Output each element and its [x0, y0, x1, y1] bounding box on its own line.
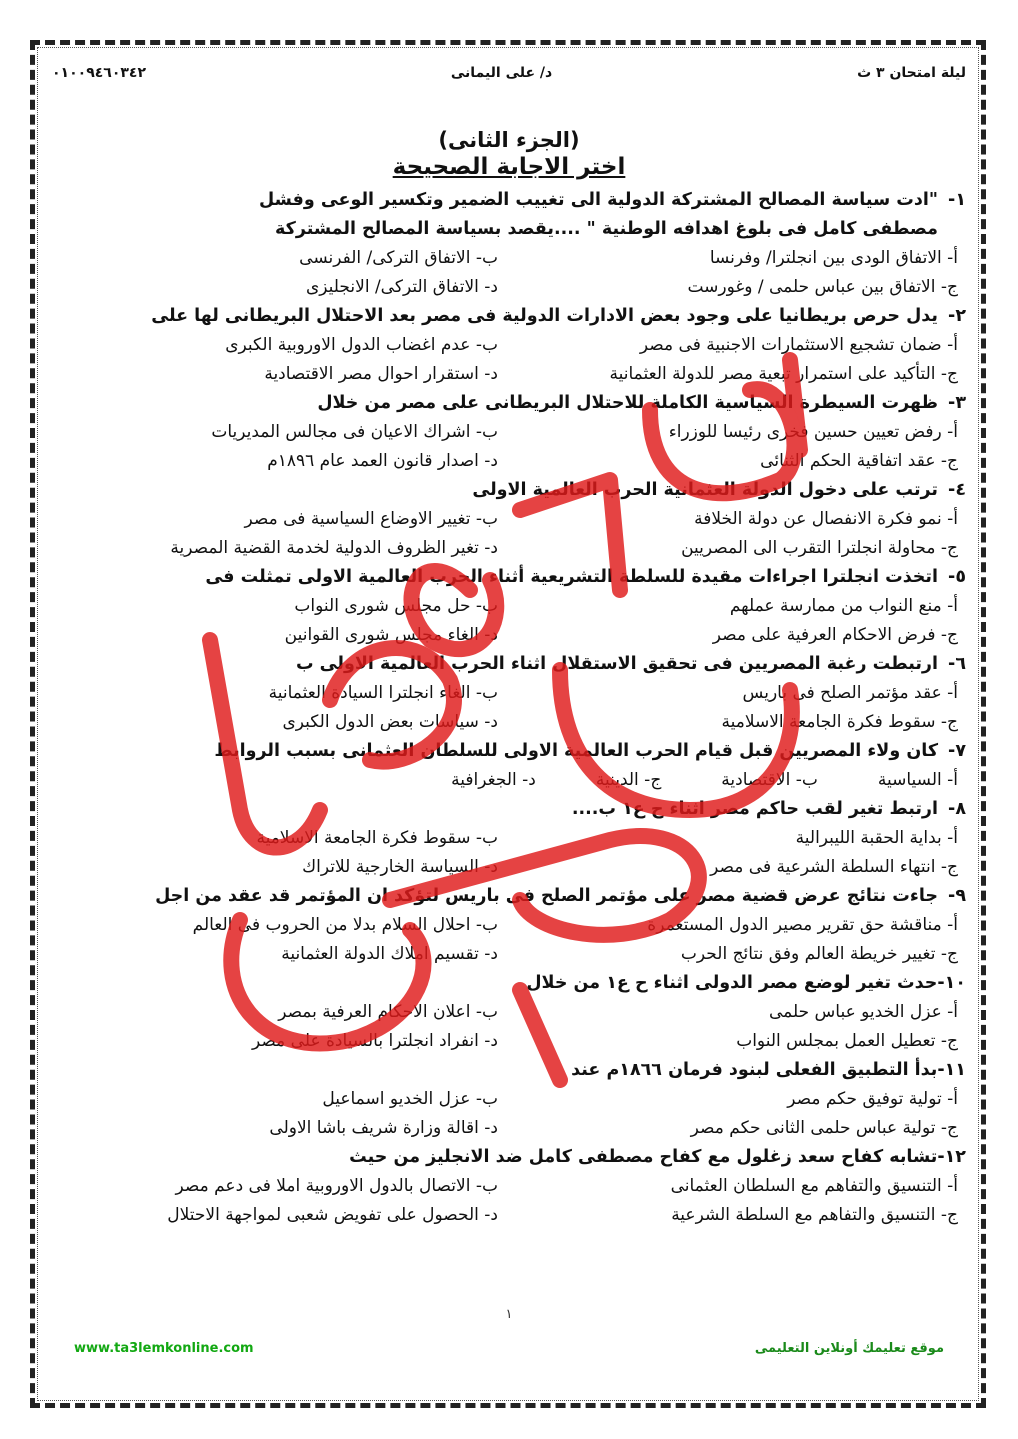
part-title: (الجزء الثانى) [438, 128, 580, 152]
answer-options [52, 911, 966, 969]
answer-options [52, 998, 966, 1056]
answer-option[interactable]: ب- احلال السلام بدلا من الحروب فى العالم [192, 915, 498, 935]
answer-option[interactable]: د- اقالة وزارة شريف باشا الاولى [269, 1118, 498, 1138]
answer-option[interactable]: د- الاتفاق التركى/ الانجليزى [305, 277, 498, 297]
question-number: ٤- [948, 480, 966, 500]
answer-option[interactable]: ج- عقد اتفاقية الحكم الثنائى [760, 451, 958, 471]
answer-option[interactable]: د- الغاء مجلس شورى القوانين [284, 625, 498, 645]
question-number: ١- [948, 190, 966, 210]
answer-option[interactable]: ج- انتهاء السلطة الشرعية فى مصر [710, 857, 958, 877]
footer-url: www.ta3lemkonline.com [74, 1340, 254, 1356]
question-number: ٩- [948, 886, 966, 906]
question [52, 186, 966, 215]
question [52, 563, 966, 592]
exam-page [52, 58, 966, 1398]
question-number: ٦- [948, 654, 966, 674]
answer-option[interactable]: ج- التنسيق والتفاهم مع السلطة الشرعية [671, 1205, 958, 1225]
answer-option[interactable]: ب- الاتفاق التركى/ الفرنسى [299, 248, 498, 268]
question-text: حدث تغير لوضع مصر الدولى اثناء ح ع١ من خلال [526, 973, 938, 993]
question-text: "ادت سياسة المصالح المشتركة الدولية الى تغييب الضمير وتكسير الوعى وفشل [258, 190, 938, 210]
question-number: ٢- [948, 306, 966, 326]
question [52, 795, 966, 824]
question [52, 476, 966, 505]
answer-options [52, 824, 966, 882]
question-text: كان ولاء المصريين قبل قيام الحرب العالمية الاولى للسلطان العثمانى بسبب الروابط [214, 741, 938, 761]
answer-option[interactable]: ج- التأكيد على استمرار تبعية مصر للدولة العثمانية [609, 364, 958, 384]
question-text: ارتبطت رغبة المصريين فى تحقيق الاستقلال اثناء الحرب العالمية الاولى ب [295, 654, 938, 674]
question-number: ١٢- [937, 1147, 966, 1167]
footer [52, 1336, 966, 1360]
question-number: ١١- [937, 1060, 966, 1080]
answer-option[interactable]: أ- الاتفاق الودى بين انجلترا/ وفرنسا [709, 248, 958, 268]
answer-option[interactable]: ج- تغيير خريطة العالم وفق نتائج الحرب [680, 944, 958, 964]
answer-options [52, 418, 966, 476]
answer-option[interactable]: أ- رفض تعيين حسين فخرى رئيسا للوزراء [668, 422, 958, 442]
answer-option[interactable]: د- السياسة الخارجية للاتراك [302, 857, 498, 877]
answer-option[interactable]: ج- تعطيل العمل بمجلس النواب [736, 1031, 958, 1051]
question-text: تشابه كفاح سعد زغلول مع كفاح مصطفى كامل ضد الانجليز من حيث [349, 1147, 938, 1167]
question-number: ٥- [948, 567, 966, 587]
answer-options [52, 505, 966, 563]
answer-options [52, 244, 966, 302]
answer-option[interactable]: أ- عقد مؤتمر الصلح فى باريس [742, 683, 958, 703]
answer-option[interactable]: د- سياسات بعض الدول الكبرى [282, 712, 498, 732]
answer-option[interactable]: أ- عزل الخديو عباس حلمى [768, 1002, 958, 1022]
answer-option[interactable]: أ- مناقشة حق تقرير مصير الدول المستعمرة [647, 915, 958, 935]
answer-options [52, 1085, 966, 1143]
answer-options [52, 679, 966, 737]
answer-option[interactable]: د- تقسيم املاك الدولة العثمانية [281, 944, 498, 964]
question-text: اتخذت انجلترا اجراءات مقيدة للسلطة التشريعية أثناء الحرب العالمية الاولى تمثلت فى [205, 567, 938, 587]
question-text: بدأ التطبيق الفعلى لبنود فرمان ١٨٦٦م عند [571, 1060, 938, 1080]
question-number: ٨- [948, 799, 966, 819]
answer-option[interactable]: ج- تولية عباس حلمى الثانى حكم مصر [690, 1118, 958, 1138]
answer-options [52, 1172, 966, 1230]
answer-option[interactable]: ب- الغاء انجلترا السيادة العثمانية [268, 683, 498, 703]
question [52, 302, 966, 331]
footer-site-name: موقع تعليمك أونلاين التعليمى [754, 1340, 944, 1356]
answer-option[interactable]: ب- عزل الخديو اسماعيل [322, 1089, 498, 1109]
answer-option[interactable]: ج- الاتفاق بين عباس حلمى / وغورست [687, 277, 958, 297]
answer-option[interactable]: ج- سقوط فكرة الجامعة الاسلامية [721, 712, 958, 732]
question-text: ظهرت السيطرة السياسية الكاملة للاحتلال البريطانى على مصر من خلال [317, 393, 938, 413]
question [52, 1143, 966, 1172]
answer-option[interactable]: د- اصدار قانون العمد عام ١٨٩٦م [267, 451, 498, 471]
question [52, 650, 966, 679]
questions-list [52, 186, 966, 1230]
header-phone: ٠١٠٠٩٤٦٠٣٤٢ [52, 65, 147, 81]
answer-option[interactable]: أ- التنسيق والتفاهم مع السلطان العثمانى [670, 1176, 958, 1196]
question-text: جاءت نتائج عرض قضية مصر على مؤتمر الصلح فى باريس لتؤكد ان المؤتمر قد عقد من اجل [155, 886, 938, 906]
answer-options [52, 592, 966, 650]
answer-option[interactable]: د- الحصول على تفويض شعبى لمواجهة الاحتلال [167, 1205, 498, 1225]
question-text-continued: مصطفى كامل فى بلوغ اهدافه الوطنية " ....يقصد بسياسة المصالح المشتركة [275, 219, 938, 239]
answer-option[interactable]: د- انفراد انجلترا بالسيادة على مصر [252, 1031, 498, 1051]
question [52, 969, 966, 998]
question-text: يدل حرص بريطانيا على وجود بعض الادارات الدولية فى مصر بعد الاحتلال البريطانى لها على [151, 306, 938, 326]
answer-option[interactable]: د- استقرار احوال مصر الاقتصادية [264, 364, 498, 384]
question [52, 389, 966, 418]
answer-option[interactable]: أ- تولية توفيق حكم مصر [787, 1089, 958, 1109]
answer-option[interactable]: ج- محاولة انجلترا التقرب الى المصريين [681, 538, 958, 558]
question-number: ٧- [948, 741, 966, 761]
page-number: ١ [505, 1307, 513, 1322]
header-exam-label: ليلة امتحان ٣ ث [857, 65, 966, 81]
answer-option[interactable]: ب- اعلان الاحكام العرفية بمصر [278, 1002, 498, 1022]
answer-option[interactable]: أ- نمو فكرة الانفصال عن دولة الخلافة [694, 509, 958, 529]
question-number: ١٠- [937, 973, 966, 993]
answer-option[interactable]: ب- الاقتصادية [721, 770, 818, 790]
answer-options [52, 766, 966, 795]
answer-option[interactable]: ب- حل مجلس شورى النواب [294, 596, 498, 616]
answer-option[interactable]: د- تغير الظروف الدولية لخدمة القضية المصرية [170, 538, 498, 558]
header-teacher-name: د/ على اليمانى [450, 65, 553, 81]
header [52, 58, 966, 88]
question [52, 1056, 966, 1085]
question-text: ارتبط تغير لقب حاكم مصر اثناء ح ع١ ب.... [571, 799, 938, 819]
answer-option[interactable]: أ- منع النواب من ممارسة عملهم [729, 596, 958, 616]
answer-option[interactable]: د- الجغرافية [451, 770, 536, 790]
main-title: اختر الاجابة الصحيحة [392, 154, 626, 180]
question [52, 737, 966, 766]
answer-option[interactable]: ب- تغيير الاوضاع السياسية فى مصر [244, 509, 498, 529]
answer-option[interactable]: ب- عدم اغضاب الدول الاوروبية الكبرى [225, 335, 498, 355]
answer-option[interactable]: ب- اشراك الاعيان فى مجالس المديريات [211, 422, 498, 442]
question-number: ٣- [948, 393, 966, 413]
answer-option[interactable]: أ- ضمان تشجيع الاستثمارات الاجنبية فى مصر [639, 335, 958, 355]
answer-option[interactable]: ب- سقوط فكرة الجامعة الاسلامية [256, 828, 498, 848]
answer-option[interactable]: أ- السياسية [877, 770, 958, 790]
answer-option[interactable]: ب- الاتصال بالدول الاوروبية املا فى دعم مصر [175, 1176, 498, 1196]
question [52, 882, 966, 911]
answer-option[interactable]: أ- بداية الحقبة الليبرالية [795, 828, 958, 848]
answer-option[interactable]: ج- الدينية [595, 770, 662, 790]
answer-option[interactable]: ج- فرض الاحكام العرفية على مصر [712, 625, 958, 645]
question-text: ترتب على دخول الدولة العثمانية الحرب العالمية الاولى [472, 480, 938, 500]
answer-options [52, 331, 966, 389]
